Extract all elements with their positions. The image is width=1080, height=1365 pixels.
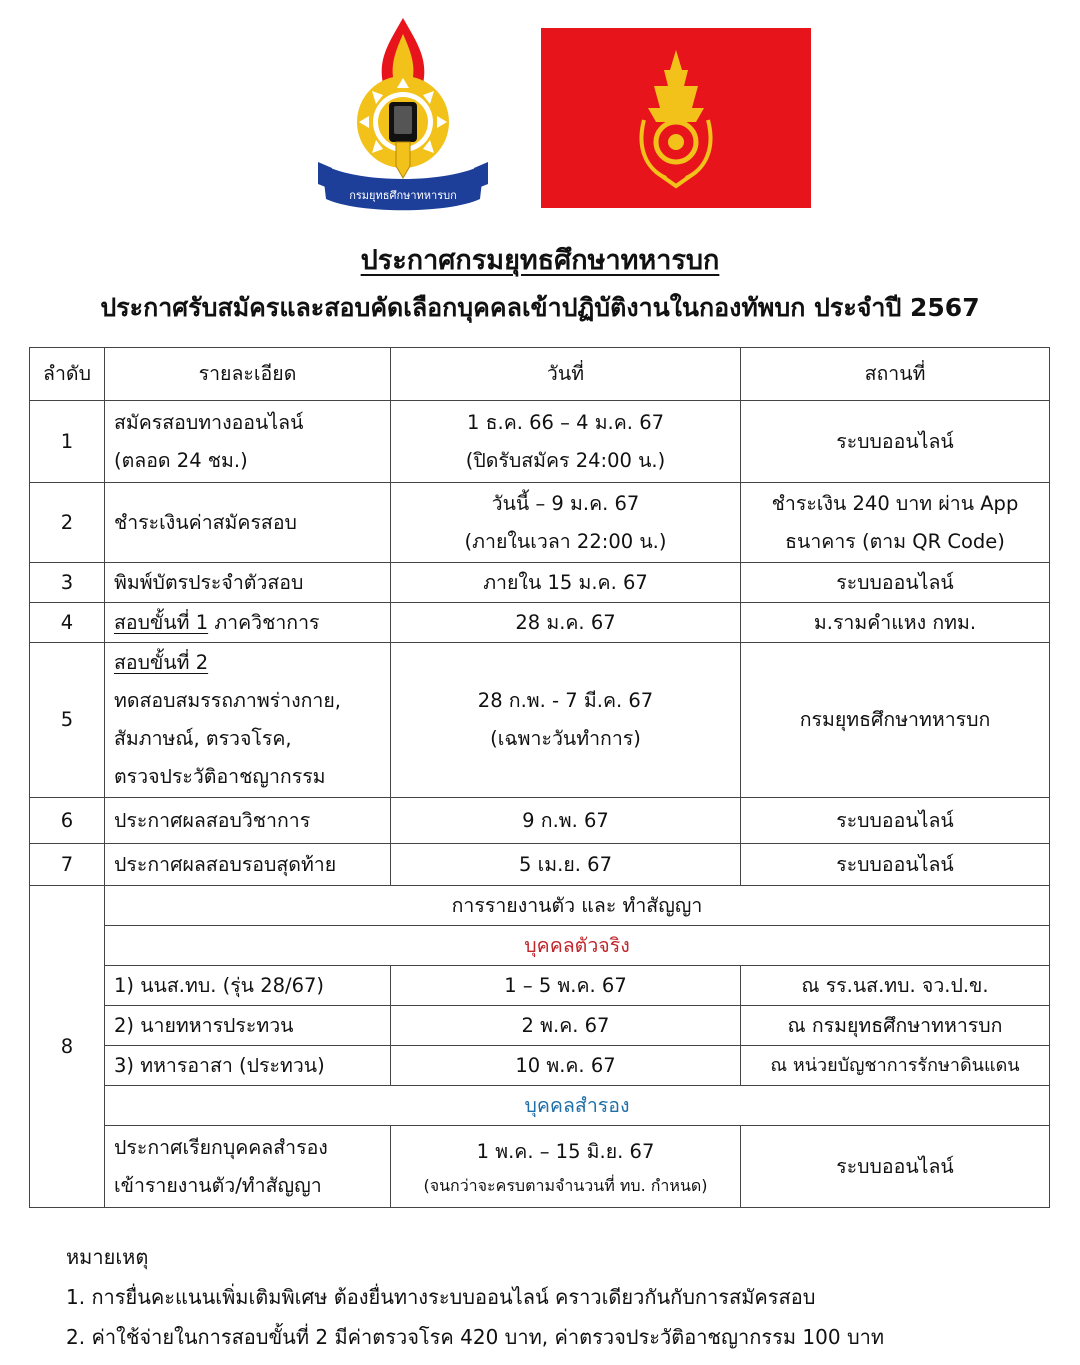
note-item: 2. ค่าใช้จ่ายในการสอบขั้นที่ 2 มีค่าตรวจโรค 420 บาท, ค่าตรวจประวัติอาชญากรรม 100 บาท (66, 1325, 885, 1349)
row-place: ระบบออนไลน์ (741, 401, 1050, 483)
table-row (30, 563, 1050, 603)
row-number: 6 (30, 798, 105, 844)
row-date: ภายใน 15 ม.ค. 67 (391, 563, 741, 603)
table-row (30, 401, 1050, 483)
place-line: ธนาคาร (ตาม QR Code) (785, 529, 1005, 553)
stage-description: ภาควิชาการ (208, 610, 320, 634)
detail-line: เข้ารายงานตัว/ทำสัญญา (114, 1173, 322, 1197)
schedule-table (29, 347, 1050, 1208)
notes-heading: หมายเหตุ (66, 1245, 149, 1269)
table-row (30, 798, 1050, 844)
date-line: (ปิดรับสมัคร 24:00 น.) (465, 448, 666, 472)
row-place: ม.รามคำแหง กทม. (741, 603, 1050, 643)
row-place: ณ กรมยุทธศึกษาทหารบก (741, 1006, 1050, 1046)
row-date: 10 พ.ค. 67 (391, 1046, 741, 1086)
date-line: (ภายในเวลา 22:00 น.) (464, 529, 667, 553)
row-place: ระบบออนไลน์ (741, 844, 1050, 886)
row-number: 3 (30, 563, 105, 603)
date-note: (จนกว่าจะครบตามจำนวนที่ ทบ. กำหนด) (423, 1175, 708, 1195)
row-detail (105, 401, 391, 483)
row-number: 2 (30, 483, 105, 563)
row-detail: 3) ทหารอาสา (ประทวน) (105, 1046, 391, 1086)
row-date (391, 1126, 741, 1208)
table-row (30, 1006, 1050, 1046)
row-number: 4 (30, 603, 105, 643)
row-detail: 1) นนส.ทบ. (รุ่น 28/67) (105, 966, 391, 1006)
date-line: 1 ธ.ค. 66 – 4 ม.ค. 67 (466, 410, 665, 434)
row-detail: 2) นายทหารประทวน (105, 1006, 391, 1046)
detail-line: ตรวจประวัติอาชญากรรม (114, 765, 326, 788)
row-number: 5 (30, 643, 105, 798)
emblem-ribbon-text: กรมยุทธศึกษาทหารบก (349, 189, 457, 202)
row-date: 5 เม.ย. 67 (391, 844, 741, 886)
row-place: ระบบออนไลน์ (741, 798, 1050, 844)
table-row (30, 966, 1050, 1006)
detail-line: ทดสอบสมรรถภาพร่างกาย, (114, 689, 342, 712)
table-row (30, 1086, 1050, 1126)
group-heading-main: บุคคลตัวจริง (105, 926, 1050, 966)
detail-line: สมัครสอบทางออนไลน์ (114, 410, 304, 434)
row-date: 2 พ.ค. 67 (391, 1006, 741, 1046)
row-place: กรมยุทธศึกษาทหารบก (741, 643, 1050, 798)
row-detail: ประกาศผลสอบรอบสุดท้าย (105, 844, 391, 886)
page-subtitle: ประกาศรับสมัครและสอบคัดเลือกบุคคลเข้าปฏิบัติงานในกองทัพบก ประจำปี 2567 (100, 293, 980, 322)
army-education-emblem (318, 14, 488, 214)
date-line: 1 พ.ค. – 15 มิ.ย. 67 (476, 1139, 655, 1163)
row-place (741, 483, 1050, 563)
row-number: 8 (30, 886, 105, 1208)
table-row (30, 603, 1050, 643)
row-date: 28 ม.ค. 67 (391, 603, 741, 643)
table-row (30, 844, 1050, 886)
notes-section (66, 1237, 884, 1357)
column-header: ลำดับ (30, 348, 105, 401)
row-detail (105, 603, 391, 643)
date-line: วันนี้ – 9 ม.ค. 67 (491, 491, 640, 515)
table-row (30, 643, 1050, 798)
row-detail (105, 643, 391, 798)
table-row (30, 1046, 1050, 1086)
row-detail: พิมพ์บัตรประจำตัวสอบ (105, 563, 391, 603)
row-number: 1 (30, 401, 105, 483)
row-place: ณ รร.นส.ทบ. จว.ป.ข. (741, 966, 1050, 1006)
row-date (391, 643, 741, 798)
table-row (30, 886, 1050, 926)
detail-line: ประกาศเรียกบุคคลสำรอง (114, 1135, 328, 1159)
row-detail (105, 1126, 391, 1208)
note-item: 1. การยื่นคะแนนเพิ่มเติมพิเศษ ต้องยื่นทางระบบออนไลน์ คราวเดียวกันกับการสมัครสอบ (66, 1285, 816, 1309)
row-detail: ชำระเงินค่าสมัครสอบ (105, 483, 391, 563)
page-title: ประกาศกรมยุทธศึกษาทหารบก (360, 245, 720, 276)
column-header: รายละเอียด (105, 348, 391, 401)
army-flag (541, 28, 811, 208)
row-date: 1 – 5 พ.ค. 67 (391, 966, 741, 1006)
table-row (30, 926, 1050, 966)
group-heading-reserve: บุคคลสำรอง (105, 1086, 1050, 1126)
detail-line: สัมภาษณ์, ตรวจโรค, (114, 727, 292, 750)
stage-label: สอบขั้นที่ 1 (114, 610, 209, 634)
row-date (391, 401, 741, 483)
row-date: 9 ก.พ. 67 (391, 798, 741, 844)
row-place: ระบบออนไลน์ (741, 563, 1050, 603)
row-number: 7 (30, 844, 105, 886)
stage-label: สอบขั้นที่ 2 (114, 651, 209, 674)
row-place: ณ หน่วยบัญชาการรักษาดินแดน (741, 1046, 1050, 1086)
table-row (30, 1126, 1050, 1208)
detail-line: (ตลอด 24 ชม.) (114, 448, 248, 472)
table-header-row (30, 348, 1050, 401)
section-heading: การรายงานตัว และ ทำสัญญา (105, 886, 1050, 926)
date-line: 28 ก.พ. - 7 มี.ค. 67 (477, 689, 654, 712)
column-header: สถานที่ (741, 348, 1050, 401)
row-detail: ประกาศผลสอบวิชาการ (105, 798, 391, 844)
table-row (30, 483, 1050, 563)
royal-emblem-icon (636, 50, 716, 190)
date-line: (เฉพาะวันทำการ) (490, 727, 641, 750)
column-header: วันที่ (391, 348, 741, 401)
row-place: ระบบออนไลน์ (741, 1126, 1050, 1208)
row-date (391, 483, 741, 563)
place-line: ชำระเงิน 240 บาท ผ่าน App (771, 491, 1019, 515)
